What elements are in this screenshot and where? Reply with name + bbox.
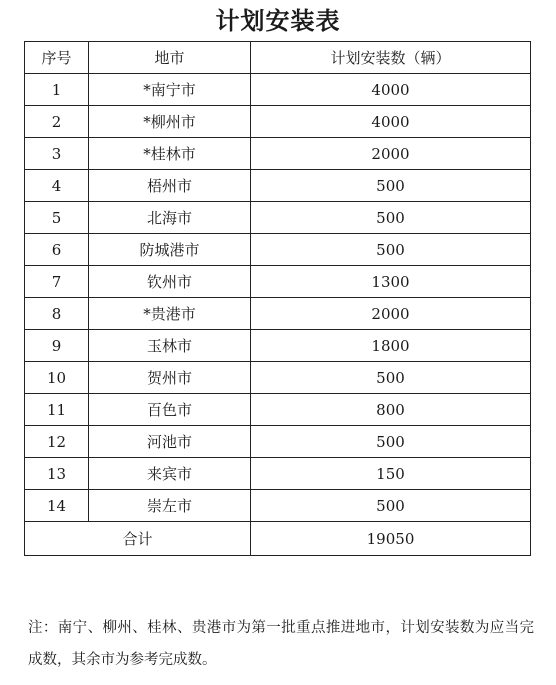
row-index: 3 <box>25 138 89 170</box>
row-index: 6 <box>25 234 89 266</box>
table-row <box>25 362 531 394</box>
table-row <box>25 330 531 362</box>
row-city: 贺州市 <box>89 362 251 394</box>
row-city: 百色市 <box>89 394 251 426</box>
table-row <box>25 490 531 522</box>
row-city: 来宾市 <box>89 458 251 490</box>
total-count: 19050 <box>251 522 531 556</box>
table-row <box>25 298 531 330</box>
table-row <box>25 106 531 138</box>
row-index: 5 <box>25 202 89 234</box>
row-index: 4 <box>25 170 89 202</box>
row-count: 500 <box>251 234 531 266</box>
row-index: 13 <box>25 458 89 490</box>
header-planned-count: 计划安装数（辆） <box>251 42 531 74</box>
row-index: 2 <box>25 106 89 138</box>
row-count: 800 <box>251 394 531 426</box>
row-index: 11 <box>25 394 89 426</box>
row-city: 钦州市 <box>89 266 251 298</box>
total-label: 合计 <box>25 522 251 556</box>
row-index: 12 <box>25 426 89 458</box>
row-count: 1800 <box>251 330 531 362</box>
page-title: 计划安装表 <box>215 6 341 35</box>
row-city: 北海市 <box>89 202 251 234</box>
table-row <box>25 202 531 234</box>
row-count: 150 <box>251 458 531 490</box>
row-count: 4000 <box>251 74 531 106</box>
table-row <box>25 234 531 266</box>
row-count: 500 <box>251 170 531 202</box>
table-row <box>25 458 531 490</box>
table-row <box>25 266 531 298</box>
table-row <box>25 138 531 170</box>
row-index: 1 <box>25 74 89 106</box>
row-count: 1300 <box>251 266 531 298</box>
row-index: 7 <box>25 266 89 298</box>
row-count: 4000 <box>251 106 531 138</box>
footnote: 注：南宁、柳州、桂林、贵港市为第一批重点推进地市，计划安装数为应当完成数，其余市为参考完成数。 <box>28 620 534 668</box>
table-row <box>25 170 531 202</box>
table-row <box>25 394 531 426</box>
table-header-row <box>25 42 531 74</box>
row-count: 500 <box>251 426 531 458</box>
row-city: 崇左市 <box>89 490 251 522</box>
row-count: 2000 <box>251 138 531 170</box>
row-count: 500 <box>251 490 531 522</box>
row-count: 2000 <box>251 298 531 330</box>
row-city: *柳州市 <box>89 106 251 138</box>
row-index: 10 <box>25 362 89 394</box>
row-city: 梧州市 <box>89 170 251 202</box>
row-city: 玉林市 <box>89 330 251 362</box>
row-index: 9 <box>25 330 89 362</box>
row-index: 14 <box>25 490 89 522</box>
plan-table <box>24 41 531 556</box>
row-city: *贵港市 <box>89 298 251 330</box>
header-index: 序号 <box>25 42 89 74</box>
row-city: 防城港市 <box>89 234 251 266</box>
row-index: 8 <box>25 298 89 330</box>
table-row <box>25 426 531 458</box>
row-city: *桂林市 <box>89 138 251 170</box>
row-city: *南宁市 <box>89 74 251 106</box>
row-count: 500 <box>251 362 531 394</box>
header-city: 地市 <box>89 42 251 74</box>
table-row <box>25 74 531 106</box>
table-total-row <box>25 522 531 556</box>
row-count: 500 <box>251 202 531 234</box>
row-city: 河池市 <box>89 426 251 458</box>
